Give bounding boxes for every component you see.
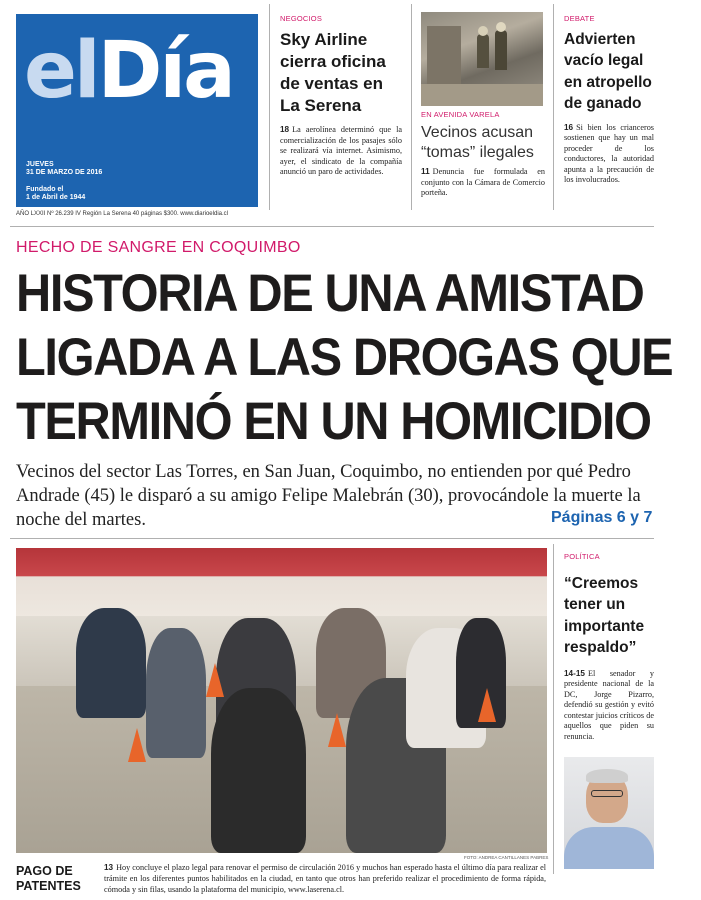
teaser-headline[interactable]: “Creemos tener un importante respaldo” (564, 575, 645, 657)
section-divider (10, 226, 654, 227)
teaser-debate[interactable] (564, 14, 654, 186)
page-number: 14-15 (564, 668, 585, 678)
masthead (16, 14, 258, 207)
teaser-body: 11 Denuncia fue formulada en conjunto con la Cámara de Comercio porteña. (421, 167, 545, 197)
section-kicker: EN AVENIDA VARELA (421, 110, 500, 119)
queue-photo (16, 548, 547, 853)
pago-title: PAGO DE PATENTES (16, 864, 81, 893)
teaser-negocios[interactable] (280, 14, 402, 178)
portrait-photo (564, 757, 654, 869)
section-kicker: NEGOCIOS (280, 14, 323, 23)
teaser-body: 18 La aerolínea determinó que la comercialización de los pasajes sólo se realizará vía internet. Asimismo, ayer, el sindicato de la compañía anunció un paro de actividades. (280, 125, 402, 177)
teaser-body: 14-15 El senador y presidente nacional de la DC, Jorge Pizarro, defendió su gestión y evitó contestar juicios críticos de aquellos que piden su renuncia. (564, 668, 654, 741)
teaser-headline[interactable]: Advierten vacío legal en atropello de ganado (564, 31, 652, 113)
pago-body: 13 Hoy concluye el plazo legal para renovar el permiso de circulación 2016 y muchos han esperado hasta el último día para realizar el trámite en los diferentes puntos habilitados en la ciudad, en tanto que otros han preferido realizar el procedimiento de forma rápida, cómoda y sin filas, usando la plataforma del municipio, www.laserena.cl. (104, 863, 546, 894)
column-divider (553, 544, 554, 874)
photo-credit: FOTO: ANDREA CANTILLANES PABRES (464, 855, 549, 860)
pages-link[interactable]: Páginas 6 y 7 (551, 509, 653, 526)
lead-kicker: HECHO DE SANGRE EN COQUIMBO (16, 239, 301, 256)
varela-photo (421, 12, 543, 106)
founded-note: Fundado el 1 de Abril de 1944 (26, 186, 86, 202)
page-number: 18 (280, 125, 290, 135)
section-kicker: DEBATE (564, 14, 595, 23)
column-divider (411, 4, 412, 210)
lead-deck: Vecinos del sector Las Torres, en San Juan, Coquimbo, no entienden por qué Pedro Andrade (45) le disparó a su amigo Felipe Malebrán (30), provocándole la muerte la noche del martes. (16, 462, 641, 530)
teaser-politica[interactable] (564, 552, 654, 742)
section-divider (10, 538, 654, 539)
teaser-body: 16 Si bien los crianceros sostienen que hay un mal proceder de los conductores, la autoridad apunta a la precaución de los involucrados. (564, 122, 654, 184)
issue-info: AÑO LXXII Nº 26.239 IV Región La Serena 40 páginas $300. www.diarioeldia.cl (16, 211, 228, 217)
teaser-headline[interactable]: Vecinos acusan “tomas” ilegales (421, 124, 534, 161)
section-kicker: POLÍTICA (564, 552, 600, 561)
page-number: 16 (564, 122, 574, 132)
page-number: 13 (104, 863, 114, 872)
lead-headline[interactable]: HISTORIA DE UNA AMISTAD LIGADA A LAS DROGAS QUE TERMINÓ EN UN HOMICIDIO (16, 264, 673, 451)
column-divider (553, 4, 554, 210)
teaser-varela[interactable] (421, 110, 545, 199)
page-number: 11 (421, 167, 430, 176)
issue-date: JUEVES 31 DE MARZO DE 2016 (26, 161, 103, 177)
teaser-headline[interactable]: Sky Airline cierra oficina de ventas en La Serena (280, 30, 386, 116)
newspaper-logo: elDía (24, 26, 233, 116)
column-divider (269, 4, 270, 210)
